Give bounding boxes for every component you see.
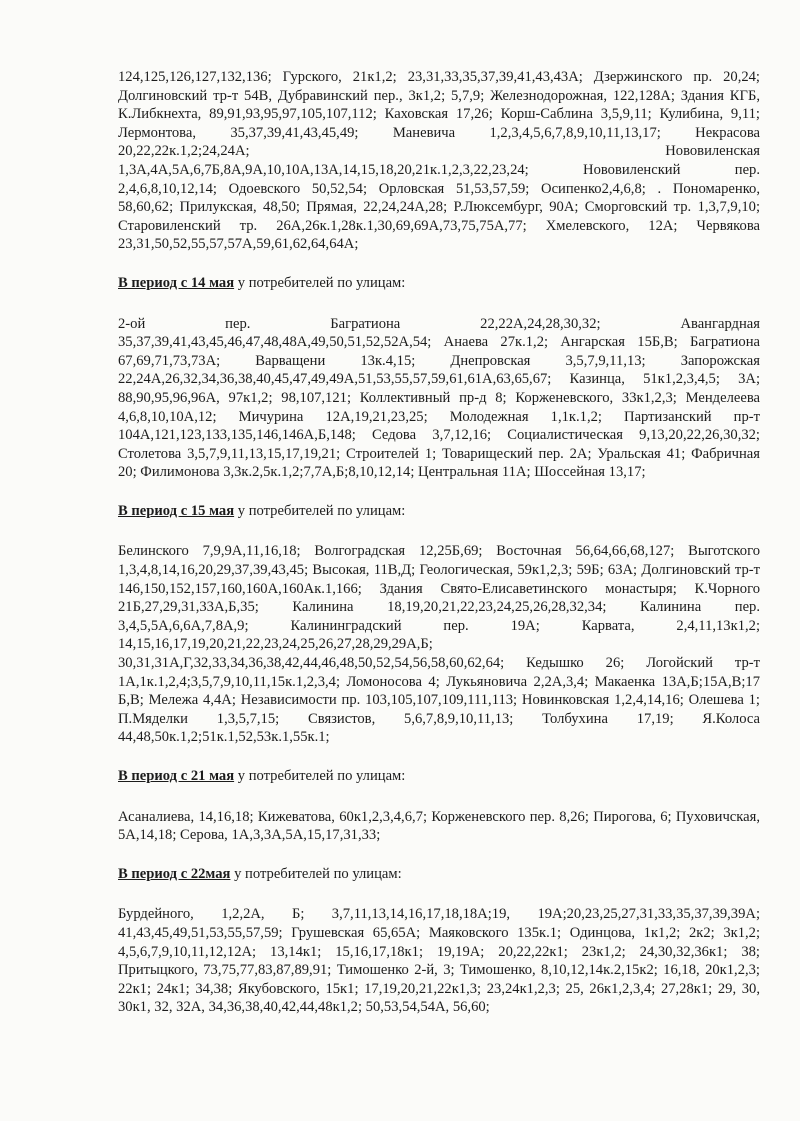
section-1-period: В период с 14 мая (118, 274, 235, 291)
section-0-text: 124,125,126,127,132,136; Гурского, 21к1,2; 23,31,33,35,37,39,41,43,43А; Дзержинского пр. 20,24; Долгиновский тр-т 54В, Дубравинский пер., 3к1,2; 5,7,9; Железнодорожная, 122,128А; Здания КГБ, К.Либкнехта, 89,91,93,95,97,105,107,112; Каховская 17,26; Корш-Саблина 3,5,9,11; Кулибина, 9,11; Лермонтова, 35,37,39,41,43,45,49; Маневича 1,2,3,4,5,6,7,8,9,10,11,13,17; Некрасова 20,22,22к.1,2;24,24А; Нововиленская 1,3А,4А,5А,6,7Б,8А,9А,10,10А,13А,14,15,18,20,21к.1,2,3,22,23,24; Нововиленский пер. 2,4,6,8,10,12,14; Одоевского 50,52,54; Орловская 51,53,57,59; Осипенко2,4,6,8; . Пономаренко, 58,60,62; Прилукская, 48,50; Прямая, 22,24,24А,28; Р.Люксембург, 90А; Сморговский тр. 1,3,7,9,10; Старовиленский тр. 26А,26к.1,28к.1,30,69,69А,73,75,75А,77; Хмелевского, 12А; Червякова 23,31,50,52,55,57,57А,59,61,62,64,64А; (118, 69, 760, 253)
section-4-period: В период с 22мая (118, 865, 231, 882)
section-2-heading-rest: у потребителей по улицам: (234, 502, 406, 519)
section-3-text: Асаналиева, 14,16,18; Кижеватова, 60к1,2,3,4,6,7; Корженевского пер. 8,26; Пирогова, 6; Пуховичская, 5А,14,18; Серова, 1А,3,3А,5А,15,17,31,33; (118, 808, 760, 844)
section-3-period: В период с 21 мая (118, 768, 235, 784)
section-1-text: 2-ой пер. Багратиона 22,22А,24,28,30,32; Авангардная 35,37,39,41,43,45,46,47,48,48А,49,50,51,52,52А,54; Анаева 27к.1,2; Ангарская 15Б,В; Багратиона 67,69,71,73,73А; Варващени 13к.4,15; Днепровская 3,5,7,9,11,13; Запорожская 22,24А,26,32,34,36,38,40,45,47,49,49А,51,53,55,57,59,61,61А,63,65,67; Казинца, 51к1,2,3,4,5; 3А; 88,90,95,96,96А, 97к1,2; 98,107,121; Коллективный пр-д 8; Корженевского, 33к1,2,3; Менделеева 4,6,8,10,10А,12; Мичурина 12А,19,21,23,25; Молодежная 1,1к.1,2; Партизанский пр-т 104А,121,123,133,135,146,146А,Б,148; Седова 3,7,12,16; Социалистическая 9,13,20,22,26,30,32; Столетова 3,5,7,9,11,13,15,17,19,21; Строителей 1; Товарищеский пер. 2А; Уральская 41; Фабричная 20; Филимонова 3,3к.2,5к.1,2;7,7А,Б;8,10,12,14; Центральная 11А; Шоссейная 13,17; (118, 315, 760, 481)
section-3-heading (118, 767, 760, 786)
section-1-heading (118, 274, 760, 293)
section-2-period: В период с 15 мая (118, 502, 235, 519)
section-2-text: Белинского 7,9,9А,11,16,18; Волгоградская 12,25Б,69; Восточная 56,64,66,68,127; Выготского 1,3,4,8,14,16,20,29,37,39,43,45; Высокая, 11В,Д; Геологическая, 59к1,2,3; 59Б; 63А; Долгиновский тр-т 146,150,152,157,160,160А,160Ак.1,166; Здания Свято-Елисаветинского монастыря; К.Чорного 21Б,27,29,31,33А,Б,35; Калинина 18,19,20,21,22,23,24,25,26,28,32,34; Калинина пер. 3,4,5,5А,6,6А,7,8А,9; Калининградский пер. 19А; Карвата, 2,4,11,13к1,2; 14,15,16,17,19,20,21,22,23,24,25,26,27,28,29,29А,Б; 30,31,31А,Г,32,33,34,36,38,42,44,46,48,50,52,54,56,58,60,62,64; Кедышко 26; Логойский тр-т 1А,1к.1,2,4;3,5,7,9,10,11,15к.1,2,3,4; Ломоносова 4; Лукьяновича 2,2А,3,4; Макаенка 13А,Б;15А,В;17 Б,В; Мележа 4,4А; Независимости пр. 103,105,107,109,111,113; Новинковская 1,2,4,14,16; Олешева 1; П.Мяделки 1,3,5,7,15; Связистов, 5,6,7,8,9,10,11,13; Толбухина 17,19; Я.Колоса 44,48,50к.1,2;51к.1,52,53к.1,55к.1; (118, 543, 760, 746)
section-2-heading (118, 502, 760, 521)
section-1-heading-rest: у потребителей по улицам: (234, 274, 406, 291)
section-4-heading-rest: у потребителей по улицам: (230, 865, 402, 882)
section-3-heading-rest: у потребителей по улицам: (234, 768, 406, 784)
section-4-heading (118, 865, 760, 884)
section-4-text: Бурдейного, 1,2,2А, Б; 3,7,11,13,14,16,17,18,18А;19, 19А;20,23,25,27,31,33,35,37,39,39А; 41,43,45,49,51,53,55,57,59; Грушевская 65,65А; Маяковского 135к.1; Одинцова, 1к1,2; 2к2; 3к1,2; 4,5,6,7,9,10,11,12,12А; 13,14к1; 15,16,17,18к1; 19,19А; 20,22,22к1; 23к1,2; 24,30,32,36к1; 38; Притыцкого, 73,75,77,83,87,89,91; Тимошенко 2-й, 3; Тимошенко, 8,10,12,14к.2,15к2; 16,18, 20к1,2,3; 22к1; 24к1; 34,38; Якубовского, 15к1; 17,19,20,21,22к1,3; 23,24к1,2,3; 25, 26к1,2,3,4; 27,28к1; 29, 30, 30к1, 32, 32А, 34,36,38,40,42,44,48к1,2; 50,53,54,54А, 56,60; (118, 906, 760, 1016)
